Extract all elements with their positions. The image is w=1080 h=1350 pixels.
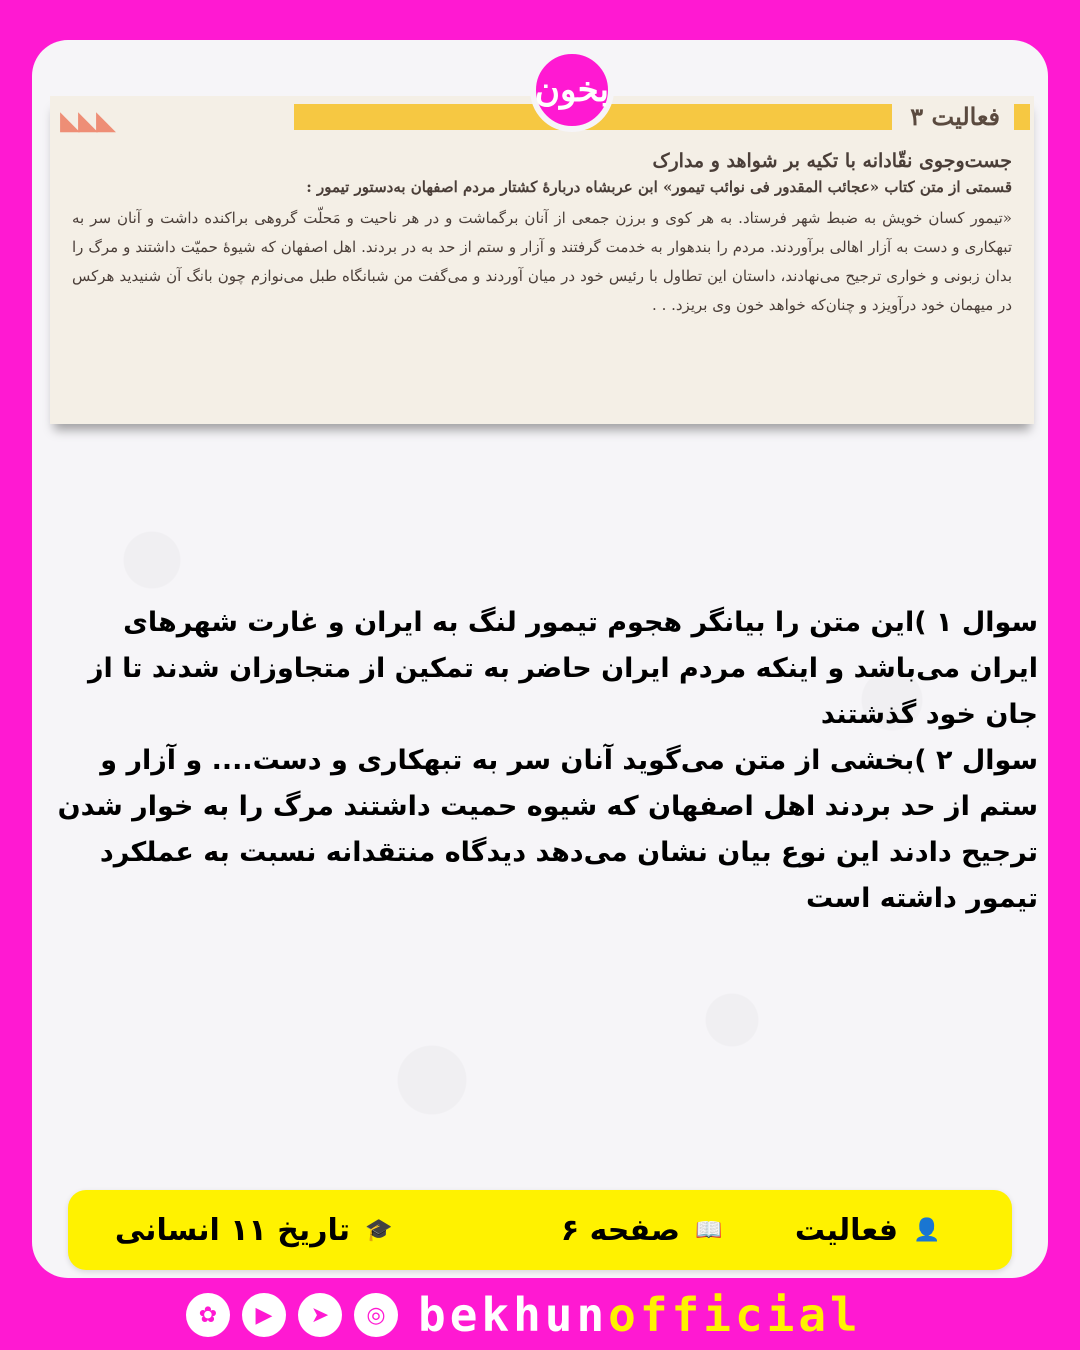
answers-block bbox=[54, 600, 1038, 922]
youtube-icon[interactable]: ▶ bbox=[242, 1293, 286, 1337]
aparat-icon[interactable]: ✿ bbox=[186, 1293, 230, 1337]
open-book-icon: 📖 bbox=[695, 1217, 723, 1243]
scan-subtitle: جست‌و‌جوی نقّادانه با تکیه بر شواهد و مدارک bbox=[652, 150, 1012, 172]
info-activity-label: فعالیت bbox=[794, 1212, 898, 1248]
answer-1: سوال ۱ )این متن را بیانگر هجوم تیمور لنگ به ایران و غارت شهرهای ایران می‌باشد و اینکه مردم ایران حاضر به تمکین از متجاوزان شدند تا از جان خود گذشتند bbox=[87, 607, 1038, 730]
triangle-decoration-icon: ◣◣◣ bbox=[60, 106, 114, 136]
telegram-icon[interactable]: ➤ bbox=[298, 1293, 342, 1337]
answer-2: سوال ۲ )بخشی از متن می‌گوید آنان سر به تبهکاری و دست.... و آزار و ستم از حد بردند اهل اصفهان که شیوه حمیت داشتند مرگ را به خوار شدن ترجیح دادند این نوع بیان نشان می‌دهد دیدگاه منتقدانه نسبت به عملکرد تیمور داشته است bbox=[57, 745, 1038, 914]
scan-paragraph: «تیمور کسان خویش به ضبط شهر فرستاد. به هر کوی و برزن جمعی از آنان برگماشت و در هر ناحیت و مَحلّت گروهی براکنده داشت و آنان سر به تبهکاری و دست به آزار اهالی برآوردند. مردم را بندهوار به خدمت گرفتند و آزار و ستم از حد به در بردند. اهل اصفهان که شیوهٔ حمیّت داشتند و مرگ را بدان زبونی و خواری ترجیح می‌نهادند، داستان این تطاول با رئیس خود در میان آوردند و می‌گفت من شبانگاه طبل می‌نوازم چون بانگ آن شنیدید هرکس در میهمان خود درآویزد و چنان‌که خواهد خون وی بریزد. . . bbox=[72, 209, 1012, 314]
brand-name[interactable] bbox=[418, 1290, 862, 1340]
activity-heading bbox=[892, 100, 1014, 134]
teacher-icon: 👤 bbox=[913, 1217, 941, 1243]
bekhun-logo bbox=[530, 48, 614, 132]
textbook-scan bbox=[50, 96, 1034, 424]
info-activity bbox=[795, 1190, 944, 1270]
logo-text: بخون bbox=[535, 70, 609, 110]
info-book bbox=[115, 1190, 396, 1270]
brand-yellow: official bbox=[608, 1288, 862, 1342]
instagram-icon[interactable]: ◎ bbox=[354, 1293, 398, 1337]
scan-body bbox=[72, 148, 1012, 320]
info-bar bbox=[68, 1190, 1012, 1270]
scan-lead: قسمتی از متن کتاب «عجائب المقدور فی نوائب تیمور» ابن عربشاه دربارهٔ کشتار مردم اصفهان به‌دستور تیمور : bbox=[306, 178, 1012, 196]
info-page bbox=[561, 1190, 726, 1270]
info-book-label: تاریخ ۱۱ انسانی bbox=[114, 1212, 350, 1248]
graduation-cap-icon: 🎓 bbox=[365, 1217, 393, 1243]
brand-white: bekhun bbox=[418, 1288, 609, 1342]
info-page-label: صفحه ۶ bbox=[560, 1212, 680, 1248]
activity-heading-text: فعالیت ۳ bbox=[910, 102, 1000, 131]
footer bbox=[186, 1290, 896, 1340]
